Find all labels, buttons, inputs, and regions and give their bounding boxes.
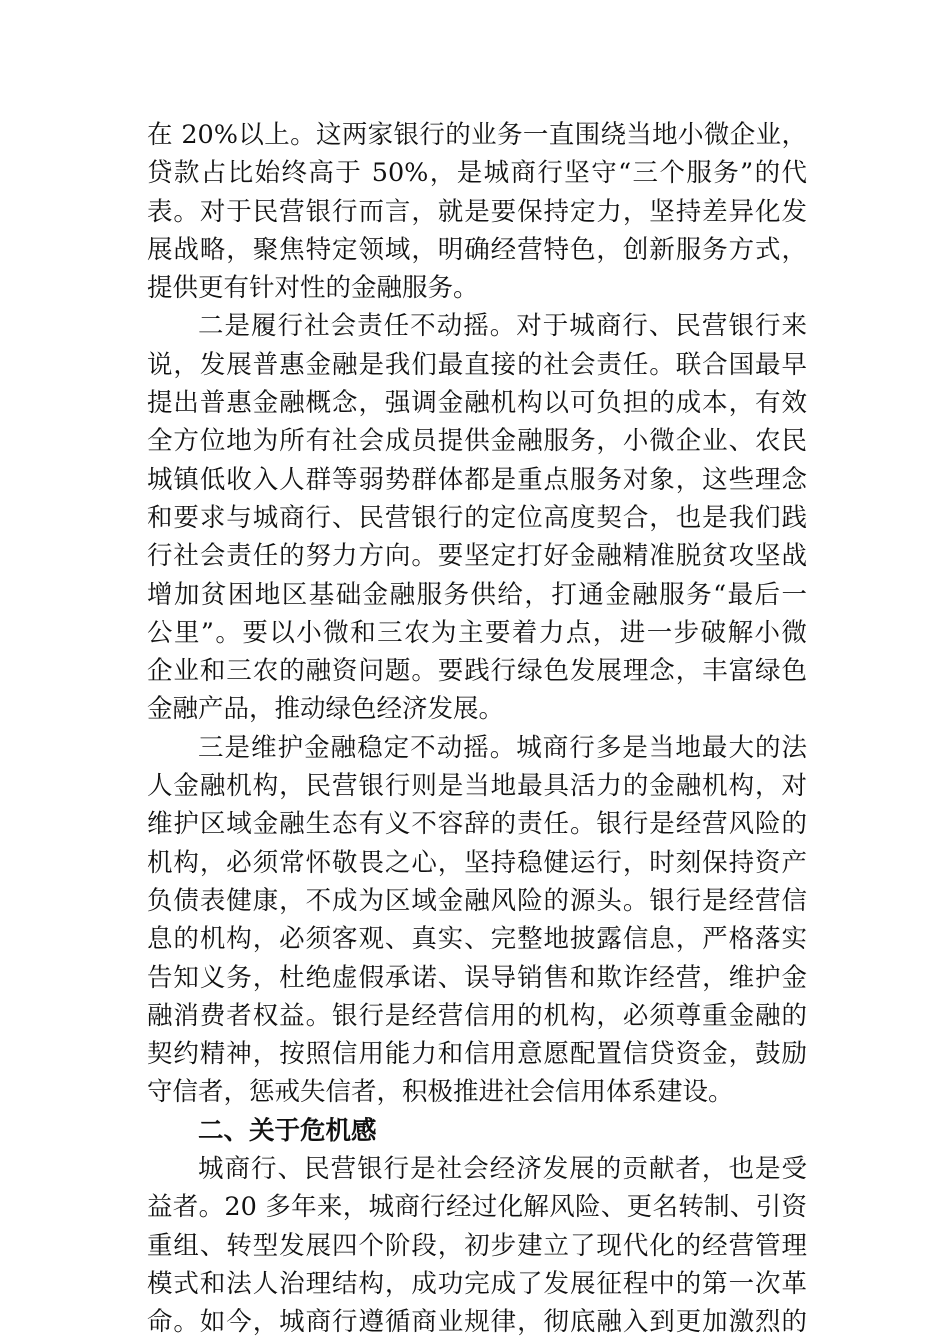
text-line: 表。对于民营银行而言，就是要保持定力，坚持差异化发 — [147, 196, 807, 227]
section-heading: 二、关于危机感 — [198, 1115, 377, 1146]
paragraph-3 — [147, 729, 807, 1112]
text-line: 息的机构，必须客观、真实、完整地披露信息，严格落实 — [147, 924, 807, 955]
text-line: 契约精神，按照信用能力和信用意愿配置信贷资金，鼓励 — [147, 1039, 807, 1070]
text-line: 行社会责任的努力方向。要坚定打好金融精准脱贫攻坚战 — [147, 541, 807, 572]
text-line: 益者。20 多年来，城商行经过化解风险、更名转制、引资 — [147, 1192, 807, 1223]
text-line: 三是维护金融稳定不动摇。城商行多是当地最大的法 — [198, 732, 807, 763]
document-body — [147, 116, 807, 1342]
paragraph-4 — [147, 1150, 807, 1341]
text-line: 全方位地为所有社会成员提供金融服务，小微企业、农民 — [147, 426, 807, 457]
text-line: 展战略，聚焦特定领域，明确经营特色，创新服务方式， — [147, 234, 807, 265]
paragraph-1 — [147, 116, 807, 307]
text-line: 企业和三农的融资问题。要践行绿色发展理念，丰富绿色 — [147, 656, 807, 687]
text-line: 提供更有针对性的金融服务。 — [147, 273, 479, 304]
text-line: 说，发展普惠金融是我们最直接的社会责任。联合国最早 — [147, 349, 807, 380]
text-line: 重组、转型发展四个阶段，初步建立了现代化的经营管理 — [147, 1230, 807, 1261]
text-line: 城镇低收入人群等弱势群体都是重点服务对象，这些理念 — [147, 464, 807, 495]
text-line: 金融产品，推动绿色经济发展。 — [147, 694, 505, 725]
text-line: 负债表健康，不成为区域金融风险的源头。银行是经营信 — [147, 885, 807, 916]
text-line: 提出普惠金融概念，强调金融机构以可负担的成本，有效 — [147, 388, 807, 419]
text-line: 告知义务，杜绝虚假承诺、误导销售和欺诈经营，维护金 — [147, 962, 807, 993]
text-line: 和要求与城商行、民营银行的定位高度契合，也是我们践 — [147, 502, 807, 533]
text-line: 城商行、民营银行是社会经济发展的贡献者，也是受 — [198, 1154, 807, 1185]
text-line: 守信者，惩戒失信者，积极推进社会信用体系建设。 — [147, 1077, 734, 1108]
text-line: 命。如今，城商行遵循商业规律，彻底融入到更加激烈的 — [147, 1307, 807, 1338]
paragraph-2 — [147, 307, 807, 728]
text-line: 模式和法人治理结构，成功完成了发展征程中的第一次革 — [147, 1268, 807, 1299]
text-line: 人金融机构，民营银行则是当地最具活力的金融机构，对 — [147, 771, 807, 802]
text-line: 二是履行社会责任不动摇。对于城商行、民营银行来 — [198, 311, 807, 342]
text-line: 在 20%以上。这两家银行的业务一直围绕当地小微企业， — [147, 120, 807, 150]
text-line: 融消费者权益。银行是经营信用的机构，必须尊重金融的 — [147, 1000, 807, 1031]
text-line: 维护区域金融生态有义不容辞的责任。银行是经营风险的 — [147, 809, 807, 840]
text-line: 公里”。要以小微和三农为主要着力点，进一步破解小微 — [147, 617, 807, 648]
text-line: 增加贫困地区基础金融服务供给，打通金融服务“最后一 — [147, 579, 807, 610]
text-line: 贷款占比始终高于 50%，是城商行坚守“三个服务”的代 — [147, 158, 807, 189]
text-line: 机构，必须常怀敬畏之心，坚持稳健运行，时刻保持资产 — [147, 847, 807, 878]
